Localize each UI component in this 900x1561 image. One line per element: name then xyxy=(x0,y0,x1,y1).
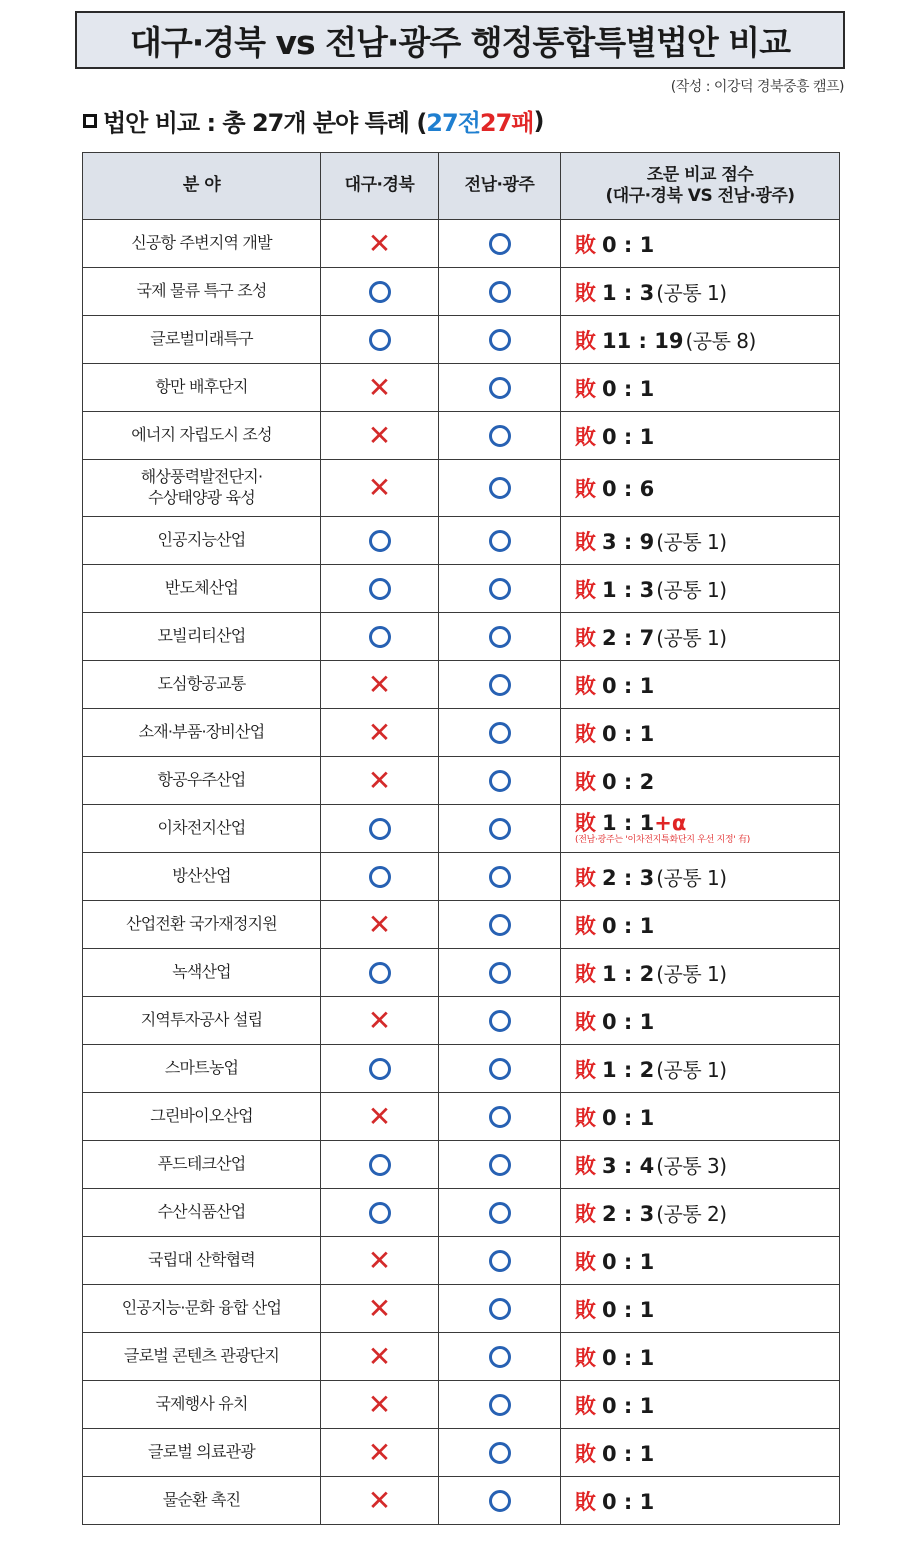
jeonnam-mark-cell xyxy=(439,1381,561,1429)
x-mark-icon: ✕ xyxy=(367,1435,392,1469)
score-cell xyxy=(561,220,840,268)
daegu-mark-cell xyxy=(321,1093,439,1141)
page-title: 대구·경북 vs 전남·광주 행정통합특별법안 비교 xyxy=(75,11,845,69)
table-row xyxy=(83,1285,840,1333)
common-count: (공통 1) xyxy=(656,280,727,305)
loss-label: 敗 xyxy=(575,625,596,650)
score-note: (전남·광주는 '이차전지특화단지 우선 지정' 有) xyxy=(575,834,750,845)
jeonnam-mark-cell xyxy=(439,412,561,460)
circle-mark-icon xyxy=(369,1202,391,1224)
score-value: 0 : 1 xyxy=(602,1489,655,1514)
score-cell xyxy=(561,1189,840,1237)
score-cell xyxy=(561,901,840,949)
circle-mark-icon xyxy=(369,578,391,600)
field-name xyxy=(83,220,321,268)
loss-label: 敗 xyxy=(575,376,596,401)
field-label: 수산식품산업 xyxy=(157,1202,246,1222)
table-row xyxy=(83,1381,840,1429)
field-name xyxy=(83,949,321,997)
table-row xyxy=(83,268,840,316)
common-count: (공통 8) xyxy=(685,328,756,353)
field-name xyxy=(83,661,321,709)
score-cell xyxy=(561,1381,840,1429)
x-mark-icon: ✕ xyxy=(367,1243,392,1277)
circle-mark-icon xyxy=(369,281,391,303)
field-name xyxy=(83,1333,321,1381)
daegu-mark-cell xyxy=(321,517,439,565)
field-label: 글로벌 콘텐츠 관광단지 xyxy=(123,1346,280,1366)
field-name xyxy=(83,1045,321,1093)
table-row xyxy=(83,709,840,757)
x-mark-icon: ✕ xyxy=(367,471,392,504)
jeonnam-mark-cell xyxy=(439,220,561,268)
daegu-mark-cell xyxy=(321,949,439,997)
loss-label: 敗 xyxy=(575,1297,596,1322)
table-row xyxy=(83,853,840,901)
field-name xyxy=(83,613,321,661)
table-row xyxy=(83,805,840,853)
daegu-mark-cell xyxy=(321,1381,439,1429)
circle-mark-icon xyxy=(489,1490,511,1512)
loss-label: 敗 xyxy=(575,961,596,986)
circle-mark-icon xyxy=(369,530,391,552)
circle-mark-icon xyxy=(489,329,511,351)
header-score-line1: 조문 비교 점수 xyxy=(646,164,754,185)
jeonnam-mark-cell xyxy=(439,613,561,661)
circle-mark-icon xyxy=(489,477,511,499)
score-cell xyxy=(561,661,840,709)
score-value: 0 : 1 xyxy=(602,1345,655,1370)
table-row xyxy=(83,1333,840,1381)
loss-label: 敗 xyxy=(575,1345,596,1370)
common-count: (공통 2) xyxy=(656,1201,727,1226)
field-label: 소재·부품·장비산업 xyxy=(138,722,265,742)
loss-label: 敗 xyxy=(575,1489,596,1514)
x-mark-icon: ✕ xyxy=(367,1003,392,1037)
circle-mark-icon xyxy=(369,1154,391,1176)
daegu-mark-cell xyxy=(321,1237,439,1285)
circle-mark-icon xyxy=(489,578,511,600)
field-name xyxy=(83,1381,321,1429)
score-value: 0 : 1 xyxy=(602,1249,655,1274)
daegu-mark-cell xyxy=(321,805,439,853)
daegu-mark-cell xyxy=(321,1477,439,1525)
score-cell xyxy=(561,997,840,1045)
table-row xyxy=(83,1477,840,1525)
daegu-mark-cell xyxy=(321,997,439,1045)
score-value: 1 : 1 xyxy=(602,810,655,835)
field-label: 국립대 산학협력 xyxy=(148,1250,255,1270)
square-bullet-icon xyxy=(83,114,97,128)
jeonnam-mark-cell xyxy=(439,997,561,1045)
jeonnam-mark-cell xyxy=(439,364,561,412)
field-name xyxy=(83,565,321,613)
circle-mark-icon xyxy=(489,377,511,399)
header-score xyxy=(561,153,840,220)
field-label: 푸드테크산업 xyxy=(157,1154,246,1174)
score-value: 0 : 2 xyxy=(602,769,655,794)
loss-label: 敗 xyxy=(575,1393,596,1418)
daegu-mark-cell xyxy=(321,613,439,661)
circle-mark-icon xyxy=(369,866,391,888)
loss-label: 敗 xyxy=(575,865,596,890)
score-cell xyxy=(561,853,840,901)
circle-mark-icon xyxy=(489,1010,511,1032)
field-name xyxy=(83,1285,321,1333)
circle-mark-icon xyxy=(489,1442,511,1464)
score-cell xyxy=(561,412,840,460)
score-cell xyxy=(561,1093,840,1141)
jeonnam-mark-cell xyxy=(439,1477,561,1525)
field-name xyxy=(83,853,321,901)
loss-label: 敗 xyxy=(575,1249,596,1274)
field-label: 국제 물류 특구 조성 xyxy=(136,281,267,301)
x-mark-icon: ✕ xyxy=(367,715,392,749)
daegu-mark-cell xyxy=(321,1189,439,1237)
loss-label: 敗 xyxy=(575,529,596,554)
jeonnam-mark-cell xyxy=(439,1189,561,1237)
circle-mark-icon xyxy=(489,866,511,888)
daegu-mark-cell xyxy=(321,1045,439,1093)
field-label: 신공항 주변지역 개발 xyxy=(131,233,272,253)
loss-label: 敗 xyxy=(575,1201,596,1226)
circle-mark-icon xyxy=(489,770,511,792)
circle-mark-icon xyxy=(489,914,511,936)
circle-mark-icon xyxy=(489,281,511,303)
subtitle xyxy=(83,103,543,138)
x-mark-icon: ✕ xyxy=(367,226,392,260)
score-cell xyxy=(561,1333,840,1381)
subtitle-losses: 27패 xyxy=(479,109,534,137)
field-label: 에너지 자립도시 조성 xyxy=(131,425,272,445)
common-count: (공통 1) xyxy=(656,865,727,890)
jeonnam-mark-cell xyxy=(439,1141,561,1189)
circle-mark-icon xyxy=(369,818,391,840)
field-label: 항공우주산업 xyxy=(157,770,246,790)
score-cell xyxy=(561,268,840,316)
circle-mark-icon xyxy=(369,329,391,351)
subtitle-games: 27전 xyxy=(426,109,480,137)
table-row xyxy=(83,460,840,517)
field-name xyxy=(83,1477,321,1525)
table-row xyxy=(83,1093,840,1141)
common-count: (공통 1) xyxy=(656,625,727,650)
circle-mark-icon xyxy=(489,818,511,840)
circle-mark-icon xyxy=(489,530,511,552)
field-name xyxy=(83,316,321,364)
score-cell xyxy=(561,805,840,853)
x-mark-icon: ✕ xyxy=(367,370,392,404)
daegu-mark-cell xyxy=(321,565,439,613)
score-cell xyxy=(561,1285,840,1333)
table-row xyxy=(83,661,840,709)
daegu-mark-cell xyxy=(321,1141,439,1189)
table-row xyxy=(83,364,840,412)
score-value: 1 : 2 xyxy=(602,1057,655,1082)
field-name xyxy=(83,268,321,316)
loss-label: 敗 xyxy=(575,577,596,602)
loss-label: 敗 xyxy=(575,424,596,449)
table-row xyxy=(83,613,840,661)
daegu-mark-cell xyxy=(321,1285,439,1333)
jeonnam-mark-cell xyxy=(439,949,561,997)
score-value: 0 : 1 xyxy=(602,1297,655,1322)
daegu-mark-cell xyxy=(321,901,439,949)
score-cell xyxy=(561,613,840,661)
loss-label: 敗 xyxy=(575,721,596,746)
x-mark-icon: ✕ xyxy=(367,763,392,797)
jeonnam-mark-cell xyxy=(439,1093,561,1141)
daegu-mark-cell xyxy=(321,757,439,805)
jeonnam-mark-cell xyxy=(439,316,561,364)
field-name xyxy=(83,805,321,853)
score-cell xyxy=(561,460,840,517)
daegu-mark-cell xyxy=(321,661,439,709)
field-label: 인공지능산업 xyxy=(157,530,246,550)
field-name xyxy=(83,709,321,757)
field-label: 글로벌 의료관광 xyxy=(148,1442,255,1462)
field-label: 국제행사 유치 xyxy=(155,1394,248,1414)
loss-label: 敗 xyxy=(575,1105,596,1130)
circle-mark-icon xyxy=(489,1394,511,1416)
header-jeonnam: 전남·광주 xyxy=(439,153,561,220)
score-cell xyxy=(561,517,840,565)
field-label: 항만 배후단지 xyxy=(155,377,248,397)
field-name xyxy=(83,757,321,805)
field-name xyxy=(83,460,321,517)
table-row xyxy=(83,1429,840,1477)
score-value: 0 : 1 xyxy=(602,913,655,938)
score-cell xyxy=(561,565,840,613)
score-cell xyxy=(561,316,840,364)
author-note: (작성 : 이강덕 경북중흥 캠프) xyxy=(670,79,844,95)
score-cell xyxy=(561,364,840,412)
circle-mark-icon xyxy=(369,626,391,648)
jeonnam-mark-cell xyxy=(439,268,561,316)
table-row xyxy=(83,997,840,1045)
circle-mark-icon xyxy=(489,233,511,255)
score-value: 1 : 2 xyxy=(602,961,655,986)
circle-mark-icon xyxy=(489,1154,511,1176)
jeonnam-mark-cell xyxy=(439,901,561,949)
daegu-mark-cell xyxy=(321,1429,439,1477)
jeonnam-mark-cell xyxy=(439,757,561,805)
score-value: 0 : 1 xyxy=(602,1441,655,1466)
jeonnam-mark-cell xyxy=(439,1045,561,1093)
loss-label: 敗 xyxy=(575,1153,596,1178)
score-value: 0 : 1 xyxy=(602,232,655,257)
circle-mark-icon xyxy=(489,1298,511,1320)
daegu-mark-cell xyxy=(321,220,439,268)
table-row xyxy=(83,412,840,460)
score-cell xyxy=(561,1045,840,1093)
score-cell xyxy=(561,1141,840,1189)
jeonnam-mark-cell xyxy=(439,853,561,901)
table-row xyxy=(83,1045,840,1093)
circle-mark-icon xyxy=(489,674,511,696)
jeonnam-mark-cell xyxy=(439,1429,561,1477)
daegu-mark-cell xyxy=(321,364,439,412)
score-value: 0 : 1 xyxy=(602,721,655,746)
table-row xyxy=(83,901,840,949)
loss-label: 敗 xyxy=(575,673,596,698)
x-mark-icon: ✕ xyxy=(367,667,392,701)
circle-mark-icon xyxy=(369,962,391,984)
jeonnam-mark-cell xyxy=(439,517,561,565)
score-value: 11 : 19 xyxy=(602,328,684,353)
jeonnam-mark-cell xyxy=(439,1333,561,1381)
table-row xyxy=(83,316,840,364)
score-value: 0 : 1 xyxy=(602,424,655,449)
field-label: 이차전지산업 xyxy=(157,818,246,838)
score-value: 3 : 4 xyxy=(602,1153,655,1178)
circle-mark-icon xyxy=(369,1058,391,1080)
field-label: 물순환 촉진 xyxy=(162,1490,241,1510)
score-cell xyxy=(561,1429,840,1477)
jeonnam-mark-cell xyxy=(439,460,561,517)
daegu-mark-cell xyxy=(321,709,439,757)
header-daegu: 대구·경북 xyxy=(321,153,439,220)
common-count: (공통 1) xyxy=(656,577,727,602)
daegu-mark-cell xyxy=(321,1333,439,1381)
field-label: 스마트농업 xyxy=(164,1058,239,1078)
common-count: (공통 1) xyxy=(656,1057,727,1082)
common-count: (공통 3) xyxy=(656,1153,727,1178)
subtitle-prefix: 법안 비교 : 총 27개 분야 특례 ( xyxy=(103,109,427,137)
field-name xyxy=(83,1429,321,1477)
circle-mark-icon xyxy=(489,1346,511,1368)
table-row xyxy=(83,1237,840,1285)
field-name xyxy=(83,412,321,460)
loss-label: 敗 xyxy=(575,232,596,257)
daegu-mark-cell xyxy=(321,853,439,901)
score-value: 3 : 9 xyxy=(602,529,655,554)
circle-mark-icon xyxy=(489,626,511,648)
jeonnam-mark-cell xyxy=(439,661,561,709)
loss-label: 敗 xyxy=(575,810,596,835)
header-field: 분 야 xyxy=(83,153,321,220)
x-mark-icon: ✕ xyxy=(367,1387,392,1421)
common-count: (공통 1) xyxy=(656,961,727,986)
circle-mark-icon xyxy=(489,1250,511,1272)
table-row xyxy=(83,1189,840,1237)
score-alpha: +α xyxy=(654,810,687,835)
daegu-mark-cell xyxy=(321,460,439,517)
score-value: 0 : 1 xyxy=(602,1009,655,1034)
field-name xyxy=(83,1189,321,1237)
daegu-mark-cell xyxy=(321,316,439,364)
x-mark-icon: ✕ xyxy=(367,1483,392,1517)
score-value: 2 : 3 xyxy=(602,1201,655,1226)
daegu-mark-cell xyxy=(321,268,439,316)
jeonnam-mark-cell xyxy=(439,1237,561,1285)
field-name xyxy=(83,517,321,565)
field-name xyxy=(83,1093,321,1141)
jeonnam-mark-cell xyxy=(439,805,561,853)
field-label: 지역투자공사 설립 xyxy=(140,1010,263,1030)
table-header-row xyxy=(83,153,840,220)
loss-label: 敗 xyxy=(575,769,596,794)
loss-label: 敗 xyxy=(575,1009,596,1034)
daegu-mark-cell xyxy=(321,412,439,460)
x-mark-icon: ✕ xyxy=(367,1291,392,1325)
score-value: 0 : 1 xyxy=(602,1393,655,1418)
loss-label: 敗 xyxy=(575,1057,596,1082)
common-count: (공통 1) xyxy=(656,529,727,554)
score-cell xyxy=(561,949,840,997)
score-value: 1 : 3 xyxy=(602,280,655,305)
score-value: 0 : 1 xyxy=(602,673,655,698)
table-row xyxy=(83,220,840,268)
score-value: 0 : 6 xyxy=(602,477,655,501)
jeonnam-mark-cell xyxy=(439,709,561,757)
circle-mark-icon xyxy=(489,1106,511,1128)
table-row xyxy=(83,517,840,565)
field-label: 글로벌미래특구 xyxy=(150,329,253,349)
table-row xyxy=(83,949,840,997)
circle-mark-icon xyxy=(489,722,511,744)
field-label-line2: 수상태양광 육성 xyxy=(148,488,255,507)
jeonnam-mark-cell xyxy=(439,565,561,613)
circle-mark-icon xyxy=(489,1202,511,1224)
field-label: 도심항공교통 xyxy=(157,674,246,694)
score-value: 2 : 7 xyxy=(602,625,655,650)
header-score-line2: (대구·경북 VS 전남·광주) xyxy=(605,186,795,206)
field-label: 녹색산업 xyxy=(172,962,231,982)
circle-mark-icon xyxy=(489,1058,511,1080)
loss-label: 敗 xyxy=(575,913,596,938)
table-row xyxy=(83,757,840,805)
x-mark-icon: ✕ xyxy=(367,1099,392,1133)
score-value: 2 : 3 xyxy=(602,865,655,890)
field-name xyxy=(83,364,321,412)
field-label: 방산산업 xyxy=(172,866,231,886)
field-label: 산업전환 국가재정지원 xyxy=(126,914,277,934)
circle-mark-icon xyxy=(489,962,511,984)
field-name xyxy=(83,901,321,949)
score-cell xyxy=(561,1477,840,1525)
score-value: 0 : 1 xyxy=(602,376,655,401)
table-row xyxy=(83,565,840,613)
field-label: 해상풍력발전단지· xyxy=(140,467,263,487)
score-cell xyxy=(561,709,840,757)
field-name xyxy=(83,1237,321,1285)
score-value: 1 : 3 xyxy=(602,577,655,602)
field-name xyxy=(83,1141,321,1189)
field-label: 모빌리티산업 xyxy=(157,626,246,646)
jeonnam-mark-cell xyxy=(439,1285,561,1333)
loss-label: 敗 xyxy=(575,328,596,353)
score-value: 0 : 1 xyxy=(602,1105,655,1130)
x-mark-icon: ✕ xyxy=(367,907,392,941)
loss-label: 敗 xyxy=(575,280,596,305)
field-label: 인공지능·문화 융합 산업 xyxy=(121,1298,282,1318)
score-cell xyxy=(561,757,840,805)
circle-mark-icon xyxy=(489,425,511,447)
table-row xyxy=(83,1141,840,1189)
x-mark-icon: ✕ xyxy=(367,418,392,452)
score-cell xyxy=(561,1237,840,1285)
field-label: 그린바이오산업 xyxy=(150,1106,253,1126)
field-name xyxy=(83,997,321,1045)
loss-label: 敗 xyxy=(575,477,596,501)
subtitle-suffix: ) xyxy=(533,106,544,135)
field-label: 반도체산업 xyxy=(164,578,239,598)
loss-label: 敗 xyxy=(575,1441,596,1466)
comparison-table xyxy=(82,152,840,1525)
x-mark-icon: ✕ xyxy=(367,1339,392,1373)
